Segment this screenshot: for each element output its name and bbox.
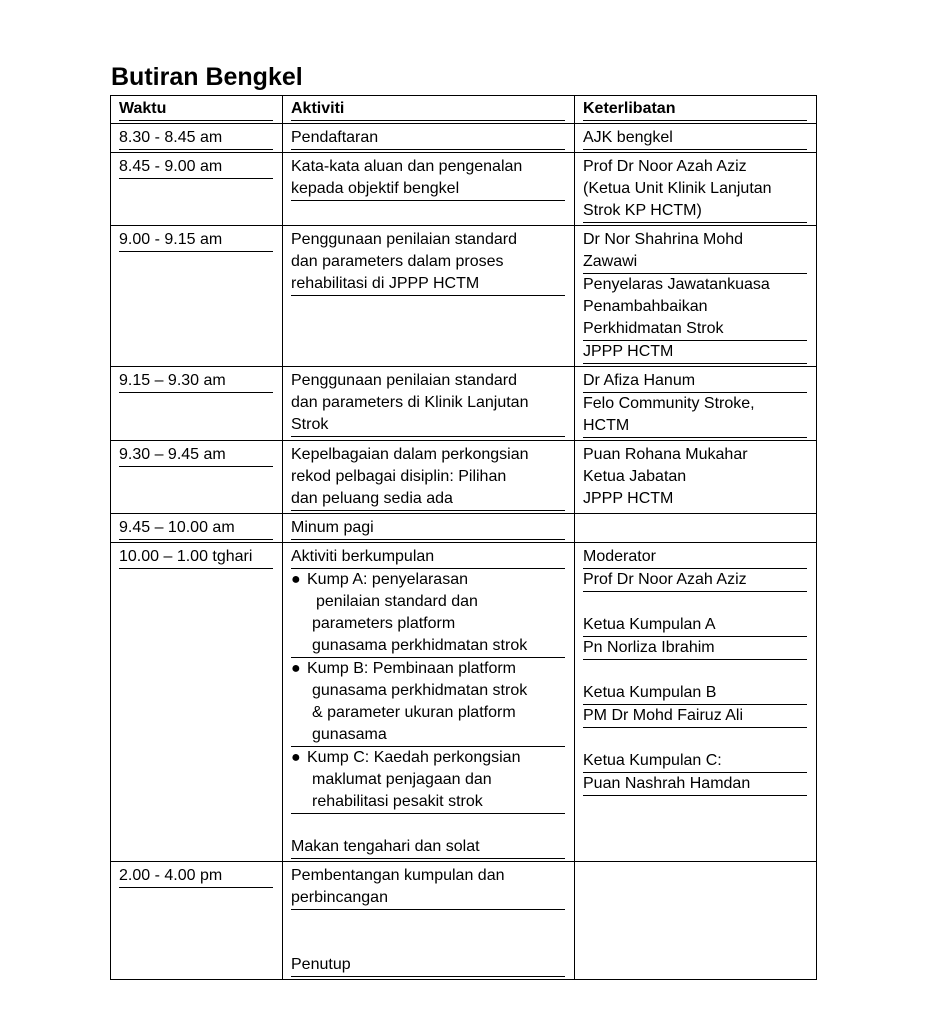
activity-cell: Kepelbagaian dalam perkongsian rekod pelbagai disiplin: Pilihan dan peluang sedia ada [283, 441, 575, 514]
involvement-cell: Prof Dr Noor Azah Aziz (Ketua Unit Klinik Lanjutan Strok KP HCTM) [575, 153, 817, 226]
time-cell: 8.45 - 9.00 am [111, 153, 283, 226]
time-cell: 9.15 – 9.30 am [111, 367, 283, 441]
activity-cell: Pembentangan kumpulan dan perbincangan Penutup [283, 862, 575, 980]
time-cell: 9.45 – 10.00 am [111, 514, 283, 543]
table-row [111, 226, 817, 367]
time-cell: 8.30 - 8.45 am [111, 124, 283, 153]
activity-cell: Pendaftaran [283, 124, 575, 153]
activity-cell: Kata-kata aluan dan pengenalan kepada objektif bengkel [283, 153, 575, 226]
activity-cell: Aktiviti berkumpulan ● Kump A: penyelarasan penilaian standard dan parameters platform gunasama perkhidmatan strok ● Kump B: Pembinaan platform gunasama perkhidmatan strok & parameter ukuran platform gunasama ● Kump C: Kaedah perkongsian maklumat penjagaan dan rehabilitasi pesakit strok Makan tengahari dan solat [283, 543, 575, 862]
time-cell: 10.00 – 1.00 tghari [111, 543, 283, 862]
header-row [111, 96, 817, 124]
bullet-icon: ● [291, 571, 301, 588]
header-involvement: Keterlibatan [575, 96, 817, 124]
table-row [111, 367, 817, 441]
table-row [111, 124, 817, 153]
bullet-item: ● Kump B: Pembinaan platform gunasama perkhidmatan strok & parameter ukuran platform gunasama [291, 658, 565, 746]
involvement-cell: AJK bengkel [575, 124, 817, 153]
bullet-item: ● Kump C: Kaedah perkongsian maklumat penjagaan dan rehabilitasi pesakit strok [291, 747, 565, 813]
activity-cell: Penggunaan penilaian standard dan parameters di Klinik Lanjutan Strok [283, 367, 575, 441]
time-cell: 9.00 - 9.15 am [111, 226, 283, 367]
bullet-icon: ● [291, 660, 301, 677]
table-row [111, 862, 817, 980]
involvement-cell [575, 862, 817, 980]
activity-cell: Minum pagi [283, 514, 575, 543]
table-row [111, 441, 817, 514]
time-cell: 9.30 – 9.45 am [111, 441, 283, 514]
bullet-item: ● Kump A: penyelarasan penilaian standard dan parameters platform gunasama perkhidmatan strok [291, 569, 565, 657]
table-row [111, 514, 817, 543]
activity-cell: Penggunaan penilaian standard dan parameters dalam proses rehabilitasi di JPPP HCTM [283, 226, 575, 367]
header-activity: Aktiviti [283, 96, 575, 124]
table-row [111, 543, 817, 862]
bullet-icon: ● [291, 749, 301, 766]
schedule-table [110, 95, 817, 980]
time-cell: 2.00 - 4.00 pm [111, 862, 283, 980]
involvement-cell: Dr Afiza Hanum Felo Community Stroke, HCTM [575, 367, 817, 441]
involvement-cell [575, 514, 817, 543]
involvement-cell: Moderator Prof Dr Noor Azah Aziz Ketua Kumpulan A Pn Norliza Ibrahim Ketua Kumpulan B PM Dr Mohd Fairuz Ali Ketua Kumpulan C: Puan Nashrah Hamdan [575, 543, 817, 862]
involvement-cell: Dr Nor Shahrina Mohd Zawawi Penyelaras Jawatankuasa Penambahbaikan Perkhidmatan Strok JPPP HCTM [575, 226, 817, 367]
header-time: Waktu [111, 96, 283, 124]
table-row [111, 153, 817, 226]
page-title: Butiran Bengkel [111, 63, 303, 91]
involvement-cell: Puan Rohana Mukahar Ketua Jabatan JPPP HCTM [575, 441, 817, 514]
